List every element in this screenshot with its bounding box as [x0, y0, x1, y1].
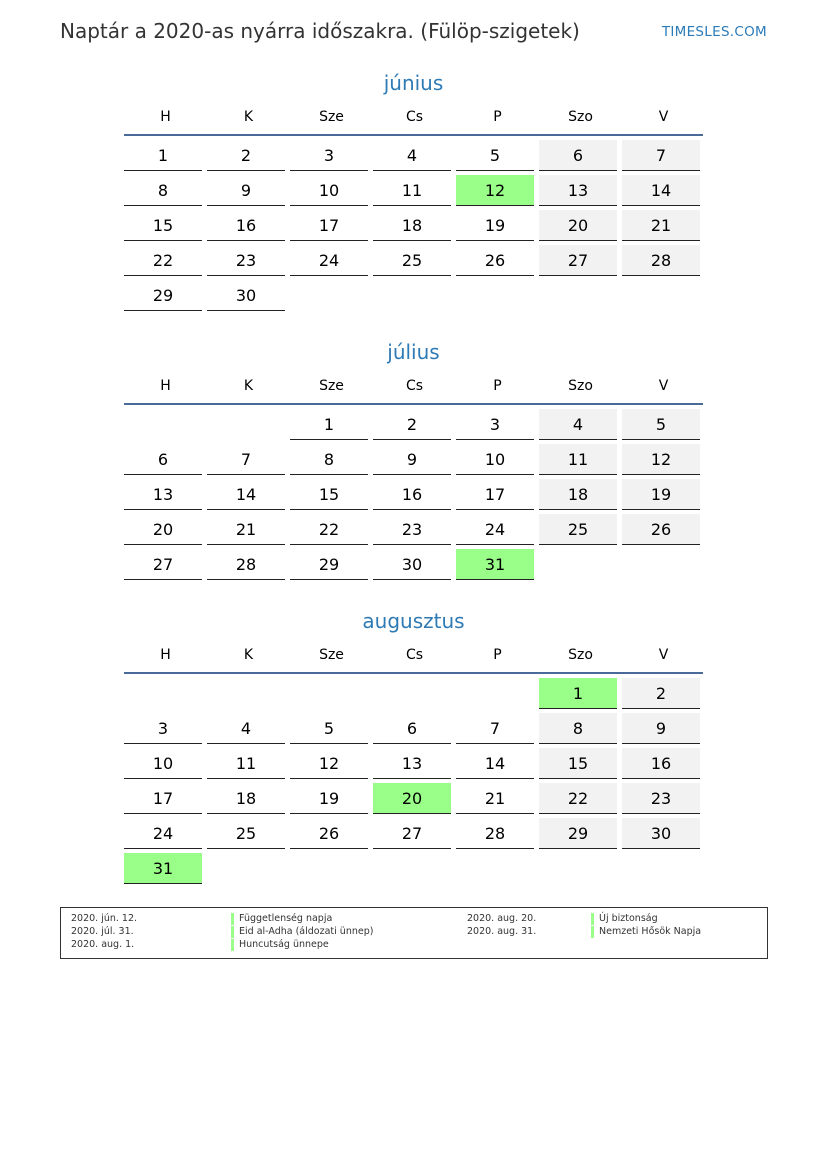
- legend-date: 2020. aug. 31.: [467, 926, 537, 937]
- day-cell[interactable]: 5: [456, 140, 534, 171]
- legend-date: 2020. aug. 20.: [467, 913, 537, 924]
- week-row: [124, 409, 703, 440]
- day-cell[interactable]: 29: [290, 549, 368, 580]
- day-cell[interactable]: 12: [290, 748, 368, 779]
- day-cell[interactable]: 14: [456, 748, 534, 779]
- day-cell[interactable]: 19: [456, 210, 534, 241]
- day-cell[interactable]: 24: [290, 245, 368, 276]
- holiday-day-cell[interactable]: 20: [373, 783, 451, 814]
- holiday-legend: [60, 907, 768, 959]
- day-cell[interactable]: 15: [539, 748, 617, 779]
- week-row: [124, 140, 703, 171]
- weekday-label: H: [160, 378, 171, 394]
- empty-cell: [290, 280, 368, 311]
- week-row: [124, 245, 703, 276]
- empty-cell: [539, 549, 617, 580]
- day-cell[interactable]: 7: [456, 713, 534, 744]
- day-cell[interactable]: 16: [622, 748, 700, 779]
- weekday-label: Cs: [405, 378, 424, 394]
- weekday-label: H: [160, 647, 171, 663]
- day-cell[interactable]: 14: [207, 479, 285, 510]
- empty-cell: [373, 678, 451, 709]
- week-row: [124, 280, 703, 311]
- day-cell[interactable]: 25: [373, 245, 451, 276]
- day-cell[interactable]: 7: [207, 444, 285, 475]
- month-title: augusztus: [362, 609, 465, 633]
- day-cell[interactable]: 20: [124, 514, 202, 545]
- weekday-label: Cs: [405, 109, 424, 125]
- day-cell[interactable]: 11: [539, 444, 617, 475]
- weekday-label: Szo: [568, 109, 593, 125]
- day-cell[interactable]: 10: [290, 175, 368, 206]
- empty-cell: [124, 678, 202, 709]
- empty-cell: [124, 409, 202, 440]
- holiday-day-cell[interactable]: 12: [456, 175, 534, 206]
- week-row: [124, 444, 703, 475]
- empty-cell: [290, 853, 368, 884]
- day-cell[interactable]: 8: [124, 175, 202, 206]
- day-cell[interactable]: 1: [124, 140, 202, 171]
- day-cell[interactable]: 21: [207, 514, 285, 545]
- page-title: Naptár a 2020-as nyárra időszakra. (Fülöp-szigetek): [60, 19, 580, 43]
- week-row: [124, 783, 703, 814]
- day-cell[interactable]: 5: [290, 713, 368, 744]
- day-cell[interactable]: 4: [539, 409, 617, 440]
- empty-cell: [207, 678, 285, 709]
- week-row: [124, 678, 703, 709]
- month-calendar-august: [124, 608, 703, 884]
- month-title: június: [383, 71, 444, 95]
- day-cell[interactable]: 28: [622, 245, 700, 276]
- day-cell[interactable]: 16: [373, 479, 451, 510]
- day-cell[interactable]: 10: [124, 748, 202, 779]
- day-cell[interactable]: 10: [456, 444, 534, 475]
- empty-cell: [290, 678, 368, 709]
- day-cell[interactable]: 13: [539, 175, 617, 206]
- day-cell[interactable]: 21: [456, 783, 534, 814]
- day-cell[interactable]: 5: [622, 409, 700, 440]
- legend-holiday-name: Függetlenség napja: [231, 913, 332, 925]
- day-cell[interactable]: 18: [207, 783, 285, 814]
- day-cell[interactable]: 30: [622, 818, 700, 849]
- day-cell[interactable]: 27: [373, 818, 451, 849]
- day-cell[interactable]: 25: [539, 514, 617, 545]
- month-calendar-july: [124, 339, 703, 580]
- month-title: július: [387, 340, 440, 364]
- week-row: [124, 479, 703, 510]
- legend-holiday-name: Eid al-Adha (áldozati ünnep): [231, 926, 373, 938]
- day-cell[interactable]: 1: [290, 409, 368, 440]
- weekday-label: P: [493, 109, 502, 125]
- day-cell[interactable]: 4: [207, 713, 285, 744]
- empty-cell: [456, 853, 534, 884]
- day-cell[interactable]: 18: [373, 210, 451, 241]
- day-cell[interactable]: 23: [373, 514, 451, 545]
- weekday-label: Sze: [319, 647, 344, 663]
- week-row: [124, 713, 703, 744]
- weekday-label: V: [658, 109, 669, 125]
- day-cell[interactable]: 21: [622, 210, 700, 241]
- day-cell[interactable]: 18: [539, 479, 617, 510]
- legend-date: 2020. jún. 12.: [71, 913, 138, 924]
- empty-cell: [539, 280, 617, 311]
- day-cell[interactable]: 15: [290, 479, 368, 510]
- day-cell[interactable]: 17: [290, 210, 368, 241]
- weekday-header: [124, 377, 703, 405]
- day-cell[interactable]: 27: [124, 549, 202, 580]
- day-cell[interactable]: 26: [456, 245, 534, 276]
- empty-cell: [622, 549, 700, 580]
- week-row: [124, 175, 703, 206]
- day-cell[interactable]: 11: [207, 748, 285, 779]
- day-cell[interactable]: 2: [622, 678, 700, 709]
- day-cell[interactable]: 7: [622, 140, 700, 171]
- weekday-label: V: [658, 647, 669, 663]
- day-cell[interactable]: 6: [124, 444, 202, 475]
- weekday-label: Cs: [405, 647, 424, 663]
- week-row: [124, 210, 703, 241]
- day-cell[interactable]: 22: [290, 514, 368, 545]
- day-cell[interactable]: 24: [456, 514, 534, 545]
- day-cell[interactable]: 6: [373, 713, 451, 744]
- day-cell[interactable]: 12: [622, 444, 700, 475]
- day-cell[interactable]: 8: [539, 713, 617, 744]
- empty-cell: [622, 853, 700, 884]
- day-cell[interactable]: 3: [290, 140, 368, 171]
- day-cell[interactable]: 15: [124, 210, 202, 241]
- legend-holiday-name: Új biztonság: [591, 913, 658, 925]
- day-cell[interactable]: 6: [539, 140, 617, 171]
- empty-cell: [373, 280, 451, 311]
- weekday-label: H: [160, 109, 171, 125]
- week-row: [124, 748, 703, 779]
- week-row: [124, 853, 703, 884]
- weekday-label: Szo: [568, 378, 593, 394]
- empty-cell: [207, 409, 285, 440]
- day-cell[interactable]: 22: [124, 245, 202, 276]
- week-row: [124, 514, 703, 545]
- day-cell[interactable]: 20: [539, 210, 617, 241]
- day-cell[interactable]: 13: [124, 479, 202, 510]
- brand-link[interactable]: TIMESLES.COM: [661, 24, 767, 40]
- day-cell[interactable]: 19: [290, 783, 368, 814]
- day-cell[interactable]: 23: [622, 783, 700, 814]
- day-cell[interactable]: 26: [290, 818, 368, 849]
- holiday-day-cell[interactable]: 31: [124, 853, 202, 884]
- week-row: [124, 549, 703, 580]
- day-cell[interactable]: 30: [373, 549, 451, 580]
- day-cell[interactable]: 29: [539, 818, 617, 849]
- legend-holiday-name: Huncutság ünnepe: [231, 939, 329, 951]
- day-cell[interactable]: 13: [373, 748, 451, 779]
- empty-cell: [456, 280, 534, 311]
- weekday-label: Szo: [568, 647, 593, 663]
- day-cell[interactable]: 3: [124, 713, 202, 744]
- day-cell[interactable]: 3: [456, 409, 534, 440]
- week-row: [124, 818, 703, 849]
- empty-cell: [622, 280, 700, 311]
- weekday-label: P: [493, 378, 502, 394]
- day-cell[interactable]: 24: [124, 818, 202, 849]
- legend-date: 2020. júl. 31.: [71, 926, 134, 937]
- weekday-label: V: [658, 378, 669, 394]
- weekday-label: P: [493, 647, 502, 663]
- day-cell[interactable]: 4: [373, 140, 451, 171]
- day-cell[interactable]: 2: [373, 409, 451, 440]
- day-cell[interactable]: 9: [622, 713, 700, 744]
- day-cell[interactable]: 28: [456, 818, 534, 849]
- empty-cell: [207, 853, 285, 884]
- day-cell[interactable]: 29: [124, 280, 202, 311]
- day-cell[interactable]: 2: [207, 140, 285, 171]
- day-cell[interactable]: 14: [622, 175, 700, 206]
- weekday-header: [124, 108, 703, 136]
- weekday-label: K: [243, 378, 254, 394]
- month-calendar-june: [124, 70, 703, 311]
- day-cell[interactable]: 23: [207, 245, 285, 276]
- weekday-label: Sze: [319, 378, 344, 394]
- day-cell[interactable]: 9: [373, 444, 451, 475]
- day-cell[interactable]: 17: [124, 783, 202, 814]
- empty-cell: [539, 853, 617, 884]
- holiday-day-cell[interactable]: 31: [456, 549, 534, 580]
- day-cell[interactable]: 27: [539, 245, 617, 276]
- holiday-day-cell[interactable]: 1: [539, 678, 617, 709]
- day-cell[interactable]: 19: [622, 479, 700, 510]
- weekday-label: K: [243, 647, 254, 663]
- day-cell[interactable]: 17: [456, 479, 534, 510]
- day-cell[interactable]: 11: [373, 175, 451, 206]
- day-cell[interactable]: 26: [622, 514, 700, 545]
- legend-holiday-name: Nemzeti Hősök Napja: [591, 926, 701, 938]
- weekday-header: [124, 646, 703, 674]
- day-cell[interactable]: 16: [207, 210, 285, 241]
- day-cell[interactable]: 8: [290, 444, 368, 475]
- legend-date: 2020. aug. 1.: [71, 939, 135, 950]
- empty-cell: [373, 853, 451, 884]
- weekday-label: K: [243, 109, 254, 125]
- day-cell[interactable]: 9: [207, 175, 285, 206]
- day-cell[interactable]: 28: [207, 549, 285, 580]
- weekday-label: Sze: [319, 109, 344, 125]
- day-cell[interactable]: 25: [207, 818, 285, 849]
- empty-cell: [456, 678, 534, 709]
- day-cell[interactable]: 30: [207, 280, 285, 311]
- day-cell[interactable]: 22: [539, 783, 617, 814]
